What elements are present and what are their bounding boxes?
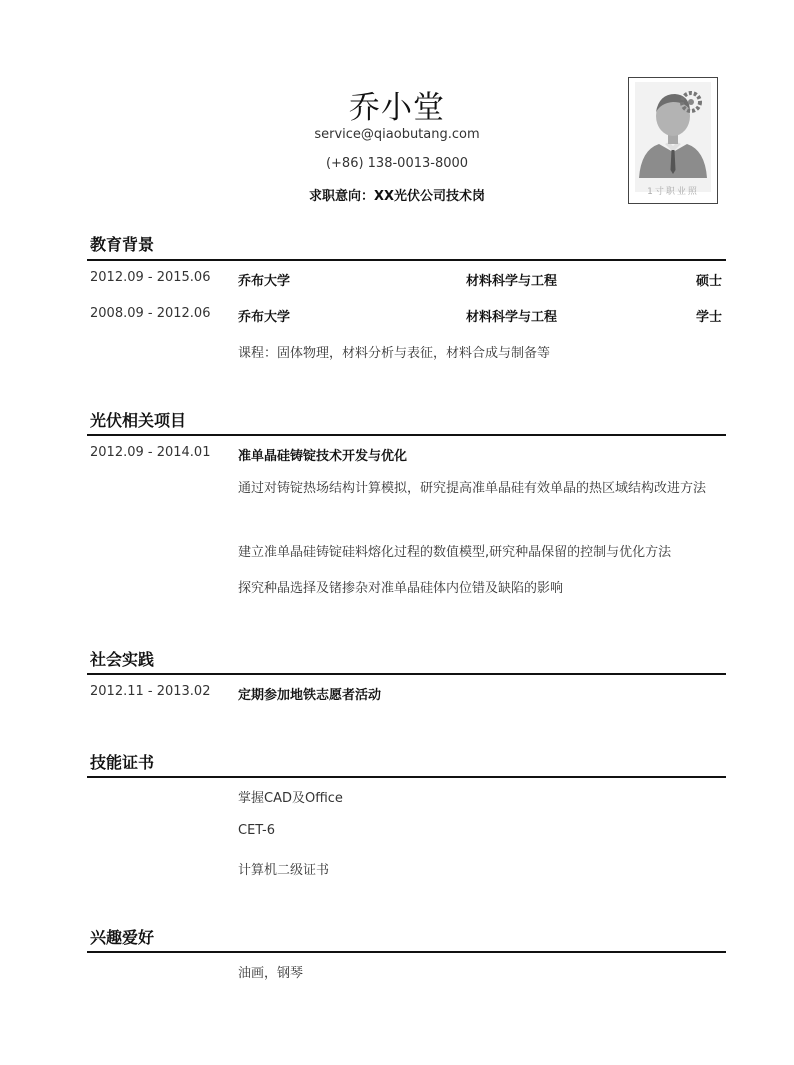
section-divider (87, 776, 726, 778)
project-detail: 建立准单晶硅铸锭硅料熔化过程的数值模型,研究种晶保留的控制与优化方法 (238, 545, 672, 560)
section-divider (87, 951, 726, 953)
project-date: 2012.09 - 2014.01 (90, 445, 211, 460)
section-title-skills: 技能证书 (90, 753, 155, 772)
skill-item: CET-6 (238, 823, 276, 838)
candidate-name: 乔小堂 (349, 90, 445, 126)
photo-caption: 1寸职业照 (647, 187, 699, 197)
education-major: 材料科学与工程 (466, 310, 558, 325)
phone: (+86) 138-0013-8000 (325, 156, 469, 171)
project-detail: 通过对铸锭热场结构计算模拟，研究提高准单晶硅有效单晶的热区域结构改进方法 (238, 481, 707, 496)
profile-photo (628, 77, 718, 204)
skill-item: 掌握CAD及Office (238, 791, 343, 806)
section-divider (87, 434, 726, 436)
education-major: 材料科学与工程 (466, 274, 558, 289)
education-date: 2008.09 - 2012.06 (90, 306, 211, 321)
education-date: 2012.09 - 2015.06 (90, 270, 211, 285)
practice-date: 2012.11 - 2013.02 (90, 684, 211, 699)
education-degree: 学士 (695, 310, 722, 325)
section-title-practice: 社会实践 (90, 650, 155, 669)
project-name: 准单晶硅铸锭技术开发与优化 (238, 449, 408, 464)
education-school: 乔布大学 (238, 310, 291, 325)
email: service@qiaobutang.com (314, 127, 480, 142)
education-school: 乔布大学 (238, 274, 291, 289)
section-title-hobbies: 兴趣爱好 (90, 928, 155, 947)
practice-name: 定期参加地铁志愿者活动 (238, 688, 382, 703)
project-detail: 探究种晶选择及锗掺杂对准单晶硅体内位错及缺陷的影响 (238, 581, 564, 596)
job-intent: 求职意向：XX光伏公司技术岗 (308, 189, 486, 204)
hobbies-text: 油画，钢琴 (238, 966, 304, 981)
section-title-education: 教育背景 (90, 235, 155, 254)
section-divider (87, 259, 726, 261)
section-title-projects: 光伏相关项目 (90, 411, 187, 430)
education-degree: 硕士 (695, 274, 722, 289)
education-courses: 课程：固体物理，材料分析与表征，材料合成与制备等 (238, 346, 551, 361)
skill-item: 计算机二级证书 (238, 863, 330, 878)
section-divider (87, 673, 726, 675)
